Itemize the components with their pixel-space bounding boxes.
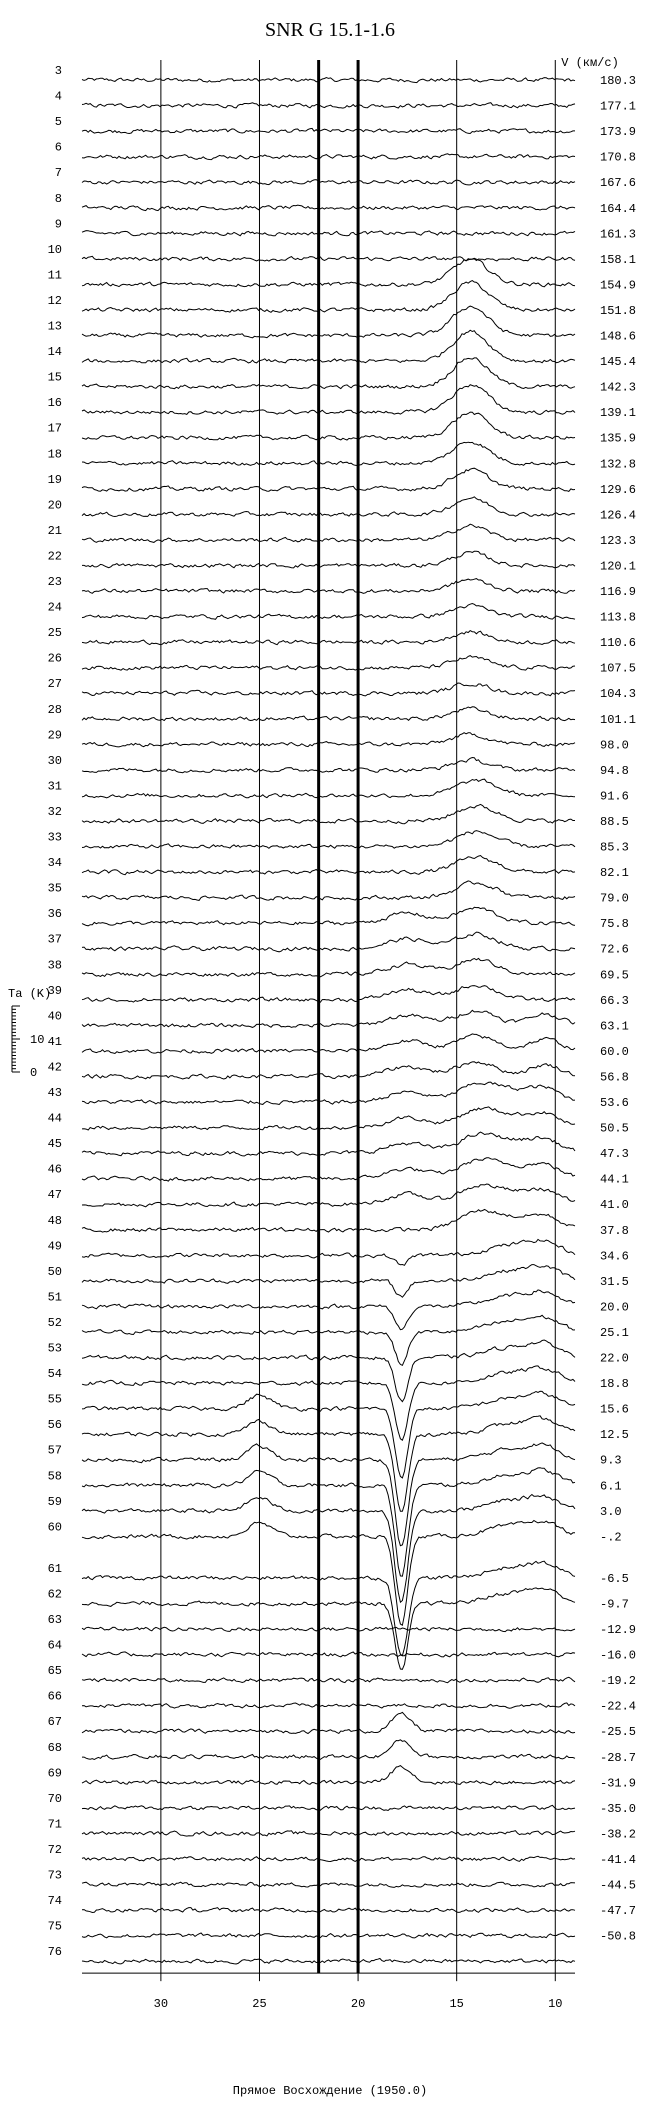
velocity-label: 148.6 xyxy=(600,329,637,344)
spectrum-trace xyxy=(82,631,575,645)
velocity-labels xyxy=(600,74,636,1944)
velocity-label: 180.3 xyxy=(600,74,637,88)
spectrum-trace xyxy=(82,1082,575,1104)
spectrum-trace xyxy=(82,1416,575,1512)
velocity-label: 145.4 xyxy=(600,355,637,370)
velocity-label: 15.6 xyxy=(600,1402,629,1417)
channel-label: 7 xyxy=(54,166,62,181)
spectrum-trace xyxy=(82,779,575,798)
velocity-label: 167.6 xyxy=(600,176,637,191)
velocity-label: -35.0 xyxy=(600,1801,637,1816)
spectrum-trace xyxy=(82,258,575,287)
velocity-label: 25.1 xyxy=(600,1325,629,1340)
spectrum-trace xyxy=(82,1034,575,1054)
velocity-label: -38.2 xyxy=(600,1827,637,1842)
spectrum-trace xyxy=(82,1010,575,1027)
spectrum-trace xyxy=(82,256,575,261)
spectrum-trace xyxy=(82,551,575,568)
channel-label: 67 xyxy=(47,1715,62,1730)
velocity-label: 177.1 xyxy=(600,99,637,114)
velocity-label: 135.9 xyxy=(600,431,637,446)
spectrum-trace xyxy=(82,1882,575,1887)
spectra-traces xyxy=(82,78,575,1965)
velocity-label: 126.4 xyxy=(600,508,637,523)
spectrum-trace xyxy=(82,1265,575,1298)
channel-label: 73 xyxy=(47,1868,62,1883)
velocity-label: -16.0 xyxy=(600,1648,637,1663)
spectrum-trace xyxy=(82,1132,575,1156)
spectrum-trace xyxy=(82,1561,575,1655)
spectrum-trace xyxy=(82,932,575,952)
channel-label: 14 xyxy=(47,345,62,360)
velocity-label: -50.8 xyxy=(600,1929,637,1944)
channel-label: 36 xyxy=(47,907,62,922)
velocity-label: -25.5 xyxy=(600,1725,637,1740)
channel-label: 10 xyxy=(47,242,62,257)
velocity-label: 72.6 xyxy=(600,942,629,957)
channel-label: 71 xyxy=(47,1817,62,1832)
channel-label: 22 xyxy=(47,549,62,564)
scale-label: Ta (K) xyxy=(8,987,52,1001)
spectrum-trace xyxy=(82,497,575,517)
spectrum-trace xyxy=(82,733,575,747)
velocity-label: 91.6 xyxy=(600,789,629,804)
channel-label: 18 xyxy=(47,447,62,462)
channel-label: 52 xyxy=(47,1315,62,1330)
channel-label: 50 xyxy=(47,1264,62,1279)
spectrum-trace xyxy=(82,1315,575,1365)
spectrum-trace xyxy=(82,1652,575,1657)
spectrum-trace xyxy=(82,1239,575,1265)
spectrum-trace xyxy=(82,1712,575,1733)
channel-label: 23 xyxy=(47,575,62,589)
velocity-label: 9.3 xyxy=(600,1453,622,1468)
velocity-label: 132.8 xyxy=(600,457,637,472)
velocity-label: 170.8 xyxy=(600,150,637,165)
spectrum-trace xyxy=(82,1677,575,1682)
channel-label: 15 xyxy=(47,370,62,385)
spectrum-trace xyxy=(82,358,575,389)
velocity-label: 82.1 xyxy=(600,866,629,881)
channel-label: 61 xyxy=(47,1561,62,1576)
channel-label: 64 xyxy=(47,1638,62,1653)
channel-label: 33 xyxy=(47,830,62,845)
velocity-label: 6.1 xyxy=(600,1479,622,1494)
spectrum-trace xyxy=(82,468,575,491)
velocity-label: -6.5 xyxy=(600,1571,629,1586)
spectrum-trace xyxy=(82,1766,575,1785)
channel-label: 21 xyxy=(47,523,62,538)
channel-label: 38 xyxy=(47,958,62,973)
velocity-label: -28.7 xyxy=(600,1750,637,1765)
channel-label: 11 xyxy=(47,268,62,283)
x-tick-label: 10 xyxy=(548,1997,563,2012)
velocity-label: 44.1 xyxy=(600,1172,629,1187)
channel-label: 20 xyxy=(47,498,62,513)
channel-label: 74 xyxy=(47,1894,62,1909)
velocity-label: -47.7 xyxy=(600,1904,637,1919)
channel-label: 26 xyxy=(47,651,62,666)
velocity-label: 66.3 xyxy=(600,993,629,1008)
velocity-label: 22.0 xyxy=(600,1351,629,1366)
channel-label: 75 xyxy=(47,1919,62,1934)
velocity-label: 164.4 xyxy=(600,201,637,216)
spectrum-trace xyxy=(82,1184,575,1207)
channel-label: 32 xyxy=(47,804,62,819)
velocity-label: 158.1 xyxy=(600,252,637,267)
spectrum-trace xyxy=(82,1366,575,1440)
channel-label: 42 xyxy=(47,1060,62,1075)
channel-label: 19 xyxy=(47,472,62,487)
x-tick-label: 30 xyxy=(153,1997,169,2012)
scale-bar xyxy=(12,1006,44,1080)
spectrum-trace xyxy=(82,1158,575,1181)
velocity-label: 56.8 xyxy=(600,1070,629,1085)
spectrum-trace xyxy=(82,1856,575,1861)
spectrum-trace xyxy=(82,306,575,338)
channel-label: 3 xyxy=(54,64,62,78)
channel-label: 60 xyxy=(47,1520,62,1535)
spectrum-trace xyxy=(82,1908,575,1913)
channel-label: 46 xyxy=(47,1162,62,1177)
channel-label: 69 xyxy=(47,1766,62,1781)
channel-label: 45 xyxy=(47,1137,62,1152)
spectrum-trace xyxy=(82,758,575,773)
channel-label: 48 xyxy=(47,1213,62,1228)
velocity-label: 104.3 xyxy=(600,687,637,702)
spectrum-trace xyxy=(82,856,575,875)
chart-title: SNR G 15.1-1.6 xyxy=(264,19,396,41)
scale-tick-label: 10 xyxy=(30,1033,45,1047)
channel-label: 8 xyxy=(54,191,62,206)
velocity-label: 69.5 xyxy=(600,968,629,983)
velocity-label: 20.0 xyxy=(600,1300,629,1315)
channel-label: 40 xyxy=(47,1009,62,1024)
velocity-label: -31.9 xyxy=(600,1776,637,1791)
channel-label: 49 xyxy=(47,1239,62,1254)
spectrum-trace xyxy=(82,385,575,415)
velocity-label: -12.9 xyxy=(600,1623,637,1637)
spectrum-trace xyxy=(82,604,575,620)
channel-label: 9 xyxy=(54,217,62,232)
channel-label: 53 xyxy=(47,1341,62,1356)
velocity-label: 88.5 xyxy=(600,814,629,829)
velocity-label: 139.1 xyxy=(600,406,637,421)
velocity-label: 142.3 xyxy=(600,380,637,395)
channel-label: 54 xyxy=(47,1367,62,1382)
channel-label: 25 xyxy=(47,626,62,641)
x-tick-label: 15 xyxy=(449,1997,464,2012)
channel-label: 59 xyxy=(47,1494,62,1509)
channel-label: 12 xyxy=(47,293,62,308)
velocity-label: 116.9 xyxy=(600,585,637,599)
velocity-label: 173.9 xyxy=(600,125,637,140)
velocity-label: 63.1 xyxy=(600,1019,629,1034)
spectrum-trace xyxy=(82,707,575,721)
velocity-label: 75.8 xyxy=(600,917,629,932)
velocity-label: -19.2 xyxy=(600,1674,637,1689)
spectrum-trace xyxy=(82,881,575,901)
channel-label: 44 xyxy=(47,1111,62,1126)
spectrum-trace xyxy=(82,1521,575,1626)
x-axis-label: Прямое Восхождение (1950.0) xyxy=(232,2084,428,2098)
channel-label: 56 xyxy=(47,1418,62,1433)
channel-label: 70 xyxy=(47,1791,62,1806)
spectrum-trace xyxy=(82,986,575,1003)
spectrum-trace xyxy=(82,412,575,440)
velocity-label: 98.0 xyxy=(600,738,629,753)
spectrum-trace xyxy=(82,1959,575,1965)
velocity-label: -22.4 xyxy=(600,1699,637,1714)
channel-label: 27 xyxy=(47,677,62,692)
channel-label: 57 xyxy=(47,1443,62,1458)
velocity-label: 79.0 xyxy=(600,891,629,906)
velocity-label: -44.5 xyxy=(600,1878,637,1893)
channel-label: 43 xyxy=(47,1086,62,1100)
velocity-label: 129.6 xyxy=(600,482,637,497)
spectrum-trace xyxy=(82,1740,575,1760)
channel-label: 6 xyxy=(54,140,62,155)
spectrum-trace xyxy=(82,958,575,976)
channel-label: 62 xyxy=(47,1587,62,1602)
scale-tick-label: 0 xyxy=(30,1066,38,1080)
spectrum-trace xyxy=(82,231,575,236)
velocity-label: -9.7 xyxy=(600,1597,629,1612)
spectrum-trace xyxy=(82,78,575,83)
velocity-label: 85.3 xyxy=(600,840,629,855)
channel-label: 66 xyxy=(47,1689,62,1704)
velocity-label: 113.8 xyxy=(600,610,637,625)
spectrum-trace xyxy=(82,1805,575,1810)
channel-label: 51 xyxy=(47,1290,62,1305)
spectrum-trace xyxy=(82,205,575,211)
velocity-label: 12.5 xyxy=(600,1428,629,1443)
velocity-label: -41.4 xyxy=(600,1852,637,1867)
channel-label: 58 xyxy=(47,1469,62,1484)
velocity-label: 50.5 xyxy=(600,1121,629,1136)
channel-label: 39 xyxy=(47,983,62,998)
velocity-label: 18.8 xyxy=(600,1377,629,1392)
spectrum-trace xyxy=(82,154,575,160)
channel-label: 37 xyxy=(47,932,62,947)
velocity-label: 3.0 xyxy=(600,1504,622,1519)
channel-label: 17 xyxy=(47,421,62,436)
velocity-label: 60.0 xyxy=(600,1044,629,1059)
spectrum-trace xyxy=(82,1443,575,1546)
velocity-label: 110.6 xyxy=(600,636,637,651)
spectrum-trace xyxy=(82,656,575,671)
velocity-header: V (км/с) xyxy=(561,56,619,70)
spectrum-trace xyxy=(82,442,575,465)
spectrum-trace xyxy=(82,128,575,133)
spectrum-trace xyxy=(82,1703,575,1708)
channel-label: 4 xyxy=(54,89,62,104)
velocity-label: 120.1 xyxy=(600,559,637,574)
velocity-label: 34.6 xyxy=(600,1249,629,1264)
spectrum-trace xyxy=(82,180,575,185)
x-tick-label: 20 xyxy=(350,1997,366,2012)
velocity-label: 154.9 xyxy=(600,278,637,293)
velocity-label: 41.0 xyxy=(600,1198,629,1213)
spectrum-trace xyxy=(82,804,575,823)
spectrum-trace xyxy=(82,579,575,594)
spectrum-trace xyxy=(82,524,575,542)
channel-labels xyxy=(48,64,62,1959)
channel-label: 65 xyxy=(47,1664,62,1679)
channel-label: 16 xyxy=(47,396,62,411)
spectrum-trace xyxy=(82,103,575,108)
velocity-label: 53.6 xyxy=(600,1096,629,1110)
channel-label: 72 xyxy=(47,1842,62,1857)
spectrum-trace xyxy=(82,1107,575,1130)
velocity-label: 47.3 xyxy=(600,1147,629,1162)
channel-label: 13 xyxy=(47,319,62,334)
x-axis xyxy=(82,1973,575,2011)
channel-label: 76 xyxy=(47,1945,62,1960)
channel-label: 30 xyxy=(47,753,62,768)
spectrum-trace xyxy=(82,1495,575,1603)
channel-label: 68 xyxy=(47,1740,62,1755)
velocity-label: -.2 xyxy=(600,1530,622,1545)
x-tick-label: 25 xyxy=(252,1997,267,2012)
channel-label: 55 xyxy=(47,1392,62,1407)
velocity-label: 161.3 xyxy=(600,227,637,242)
velocity-label: 94.8 xyxy=(600,763,629,778)
spectrum-trace xyxy=(82,1933,575,1938)
spectrum-trace xyxy=(82,1831,575,1836)
spectrum-trace xyxy=(82,1290,575,1330)
velocity-label: 107.5 xyxy=(600,661,637,676)
spectrum-trace xyxy=(82,1627,575,1631)
spectrum-trace xyxy=(82,1468,575,1576)
velocity-label: 123.3 xyxy=(600,533,637,548)
velocity-label: 37.8 xyxy=(600,1223,629,1238)
spectrum-trace xyxy=(82,683,575,696)
spectrum-trace xyxy=(82,907,575,926)
channel-label: 63 xyxy=(47,1613,62,1627)
channel-label: 5 xyxy=(54,115,62,130)
velocity-label: 151.8 xyxy=(600,303,637,318)
channel-label: 29 xyxy=(47,728,62,743)
channel-label: 31 xyxy=(47,779,62,794)
channel-label: 24 xyxy=(47,600,62,615)
spectrum-trace xyxy=(82,1062,575,1079)
velocity-label: 31.5 xyxy=(600,1274,629,1289)
spectrum-trace xyxy=(82,1209,575,1232)
channel-label: 28 xyxy=(47,702,62,717)
velocity-label: 101.1 xyxy=(600,712,637,727)
spectrum-trace xyxy=(82,1391,575,1478)
channel-label: 35 xyxy=(47,881,62,896)
channel-label: 47 xyxy=(47,1188,62,1203)
spectrum-trace xyxy=(82,831,575,849)
channel-label: 34 xyxy=(47,856,62,871)
channel-label: 41 xyxy=(47,1034,62,1049)
